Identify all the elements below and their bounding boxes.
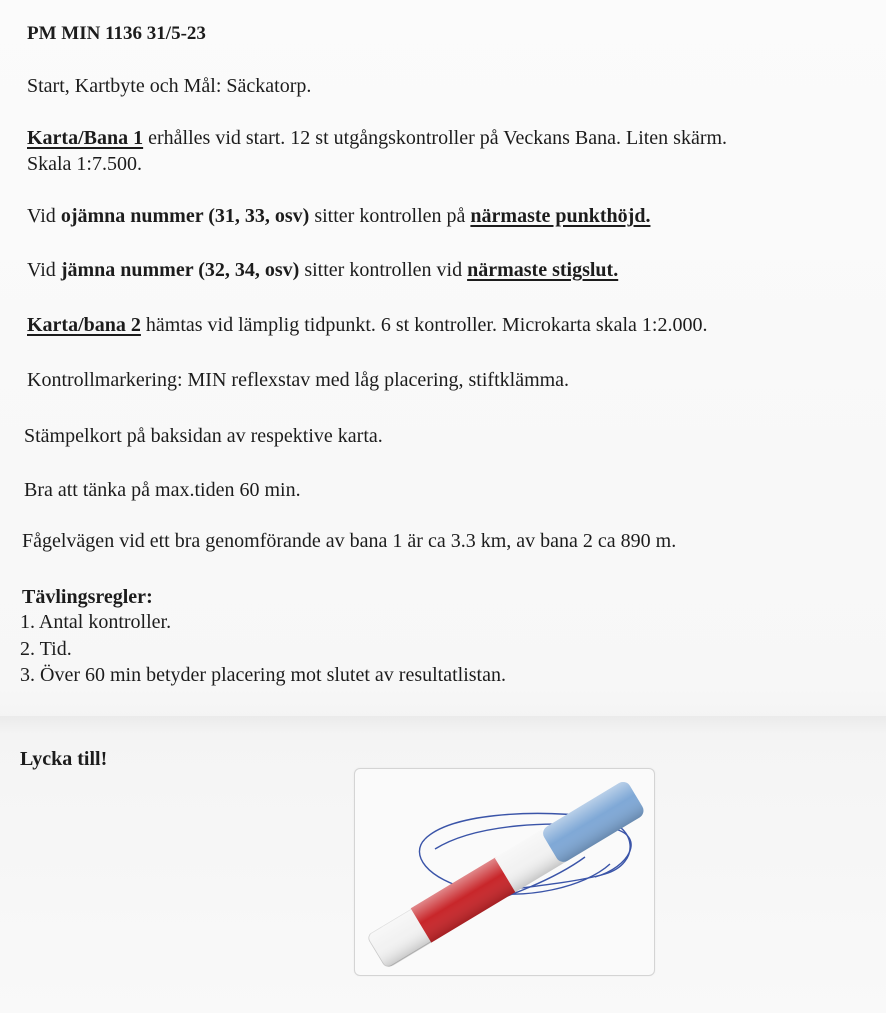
control-marker-photo xyxy=(354,768,655,976)
course-1-label: Karta/Bana 1 xyxy=(27,127,144,149)
closing-greeting: Lycka till! xyxy=(20,748,108,770)
punch-card-info: Stämpelkort på baksidan av respektive karta. xyxy=(24,425,383,447)
rules-heading: Tävlingsregler: xyxy=(22,586,153,608)
even-prefix: Vid xyxy=(27,259,61,281)
document-title: PM MIN 1136 31/5-23 xyxy=(27,23,206,44)
course-2-label: Karta/bana 2 xyxy=(27,314,141,336)
course-1-scale: Skala 1:7.500. xyxy=(27,153,142,175)
odd-middle: sitter kontrollen på xyxy=(309,205,471,227)
start-info: Start, Kartbyte och Mål: Säckatorp. xyxy=(27,75,312,97)
course-2-info xyxy=(27,313,708,337)
paper-fold xyxy=(0,716,886,734)
control-marking: Kontrollmarkering: MIN reflexstav med låg placering, stiftklämma. xyxy=(27,369,570,391)
even-number-rule xyxy=(27,258,618,282)
odd-number-rule xyxy=(27,204,650,228)
course-1-info xyxy=(27,126,727,150)
odd-prefix: Vid xyxy=(27,205,61,227)
max-time-info: Bra att tänka på max.tiden 60 min. xyxy=(24,479,301,501)
even-place: närmaste stigslut. xyxy=(467,259,619,281)
rule-item: 2. Tid. xyxy=(20,638,72,660)
rule-item: 3. Över 60 min betyder placering mot slutet av resultatlistan. xyxy=(20,664,506,686)
distance-info: Fågelvägen vid ett bra genomförande av bana 1 är ca 3.3 km, av bana 2 ca 890 m. xyxy=(22,530,677,552)
odd-place: närmaste punkthöjd. xyxy=(470,205,651,227)
even-numbers: jämna nummer (32, 34, osv) xyxy=(60,259,300,281)
even-middle: sitter kontrollen vid xyxy=(299,259,468,281)
course-1-text: erhålles vid start. 12 st utgångskontroller på Veckans Bana. Liten skärm. xyxy=(143,127,728,149)
rule-item: 1. Antal kontroller. xyxy=(20,611,172,633)
course-2-text: hämtas vid lämplig tidpunkt. 6 st kontroller. Microkarta skala 1:2.000. xyxy=(140,314,708,336)
odd-numbers: ojämna nummer (31, 33, osv) xyxy=(60,205,310,227)
reflex-stick-icon xyxy=(355,769,654,975)
